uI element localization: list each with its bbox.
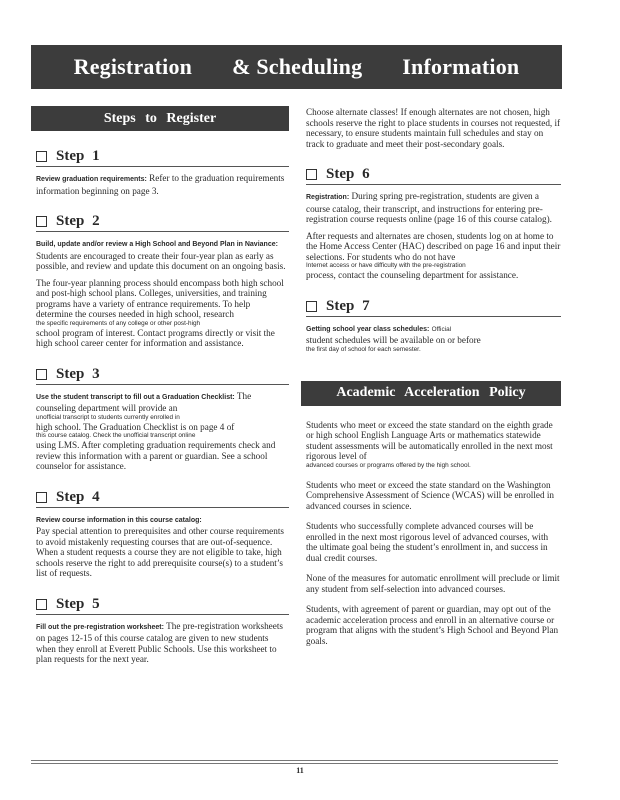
acceleration-p1-text: Students who meet or exceed the state standard on the eighth grade or high school English Language Arts or mathematics statewide student assessments will be automatically enrolled in the next most rigorous level of xyxy=(306,419,553,461)
step-6 xyxy=(301,167,561,281)
step-4-checkbox[interactable] xyxy=(36,492,47,503)
step-4-text xyxy=(36,514,289,579)
step-5-body: The pre-registration worksheets on pages 12-15 of this course catalog are given to new students when they enroll at Everett Public Schools. Use this worksheet to plan requests for the next year. xyxy=(36,620,283,664)
page-number: 11 xyxy=(296,766,304,775)
step-3-text xyxy=(36,391,289,472)
step-6-para2-small: Internet access or have difficulty with the pre-registration xyxy=(306,262,466,269)
step-3-body-2: high school. The Graduation Checklist is on page 4 of xyxy=(36,421,235,432)
acceleration-header: Academic Acceleration Policy xyxy=(301,381,561,406)
step-2-body: Students are encouraged to create their four-year plan as early as possible, and review and update this document on an ongoing basis. xyxy=(36,250,286,271)
step-4 xyxy=(31,490,289,579)
step-6-body: During spring pre-registration, students are given a course catalog, their transcript, and instructions for entering pre-registration course requests online (page 16 of this course catalog). xyxy=(306,191,552,224)
step-6-para2b: process, contact the counseling department for assistance. xyxy=(306,270,519,280)
steps-header: Steps to Register xyxy=(31,106,289,131)
step-5 xyxy=(31,597,289,665)
page-banner xyxy=(31,45,562,89)
step-7-body: student schedules will be available on or before xyxy=(306,335,481,345)
step-3-small-1: unofficial transcript to students currently enrolled in xyxy=(36,413,180,421)
step-1-lead: Review graduation requirements: xyxy=(36,176,147,183)
step-2-text xyxy=(36,238,289,272)
step-3-small-2: this course catalog. Check the unofficial transcript online xyxy=(36,432,196,439)
step-3 xyxy=(31,367,289,472)
step-7-title: Step 7 xyxy=(326,297,370,314)
acceleration-p1-small: advanced courses or programs offered by the high school. xyxy=(306,461,471,469)
acceleration-p4: None of the measures for automatic enrollment will preclude or limit any student from self-selection into advanced courses. xyxy=(306,573,560,594)
step-6-para2a: After requests and alternates are chosen, students log on at home to the Home Access Center (HAC) described on page 16 and input their selections. For students who do not have xyxy=(306,230,561,262)
step-1-checkbox[interactable] xyxy=(36,151,47,162)
step-7 xyxy=(301,299,561,354)
acceleration-p1 xyxy=(306,420,561,470)
step-3-body-3: using LMS. After completing graduation requirements check and review this information with a parent or guardian. See a school counselor for assistance. xyxy=(36,440,276,471)
banner-word-information: Information xyxy=(402,54,520,79)
step-6-paragraph-2 xyxy=(306,231,561,281)
step-1 xyxy=(31,149,289,196)
step-5-checkbox[interactable] xyxy=(36,599,47,610)
step-5-title: Step 5 xyxy=(56,595,100,612)
step-2-lead: Build, update and/or review a High School and Beyond Plan in Naviance: xyxy=(36,241,278,248)
step-1-title: Step 1 xyxy=(56,148,100,164)
step-3-lead: Use the student transcript to fill out a Graduation Checklist: xyxy=(36,393,235,401)
step-1-text xyxy=(36,173,289,196)
step-2-paragraph-2 xyxy=(36,278,289,349)
step-2-para2a: The four-year planning process should encompass both high school and post-high school plans. Colleges, universities, and training programs have a variety of entrance requirements. To help determine the courses needed in high school, research xyxy=(36,277,284,319)
step-2-para2-small: the specific requirements of any college or other post-high xyxy=(36,319,201,327)
step-4-lead: Review course information in this course catalog: xyxy=(36,516,202,524)
left-column xyxy=(31,106,289,665)
step-6-lead: Registration: xyxy=(306,194,350,201)
banner-word-scheduling: & Scheduling xyxy=(232,54,363,79)
step-6-text xyxy=(306,191,561,225)
step-5-text xyxy=(36,621,289,665)
step-2 xyxy=(31,214,289,349)
step-7-small: the first day of school for each semester. xyxy=(306,345,421,353)
step-7-text xyxy=(306,323,561,354)
step-7-checkbox[interactable] xyxy=(306,301,317,312)
step-3-title: Step 3 xyxy=(56,365,100,382)
step-5-lead: Fill out the pre-registration worksheet: xyxy=(36,623,164,631)
step-1-body: Refer to the graduation requirements information beginning on page 3. xyxy=(36,173,285,196)
step-2-checkbox[interactable] xyxy=(36,216,47,227)
alternates-paragraph: Choose alternate classes! If enough alternates are not chosen, high schools reserve the right to place students in courses not requested, if necessary, to ensure students maintain full schedules and stay on track to graduate and meet their post-secondary goals. xyxy=(306,107,561,149)
step-4-body: Pay special attention to prerequisites and other course requirements to avoid mistakenly requesting courses that are out-of-sequence. When a student requests a course they are not eligible to take, high schools reserve the right to add prerequisite course(s) to a student’s list of requests. xyxy=(36,526,284,578)
step-2-title: Step 2 xyxy=(56,213,100,229)
banner-word-registration: Registration xyxy=(73,54,193,79)
step-4-title: Step 4 xyxy=(56,488,100,505)
right-column xyxy=(301,107,561,646)
acceleration-p3: Students who successfully complete advanced courses will be enrolled in the next most rigorous level of advanced courses, with the ultimate goal being the student’s enrollment in, and success in dual credit courses. xyxy=(306,521,549,563)
step-7-lead: Getting school year class schedules: xyxy=(306,325,430,333)
step-6-title: Step 6 xyxy=(326,166,370,182)
footer-rule-bottom xyxy=(31,763,558,764)
step-2-para2b: school program of interest. Contact programs directly or visit the high school career center for information and assistance. xyxy=(36,327,275,348)
footer-rule-top xyxy=(31,760,558,761)
acceleration-p2: Students who meet or exceed the state standard on the Washington Comprehensive Assessment of Science (WCAS) will be enrolled in advanced courses in science. xyxy=(306,479,555,511)
acceleration-p5: Students, with agreement of parent or guardian, may opt out of the academic acceleration process and enroll in an alternative course or program that aligns with the student’s High School and Beyond Plan goals. xyxy=(306,604,559,646)
step-6-checkbox[interactable] xyxy=(306,169,317,180)
step-3-body: The counseling department will provide an xyxy=(36,390,252,413)
step-7-official: Official xyxy=(431,325,452,333)
step-3-checkbox[interactable] xyxy=(36,369,47,380)
